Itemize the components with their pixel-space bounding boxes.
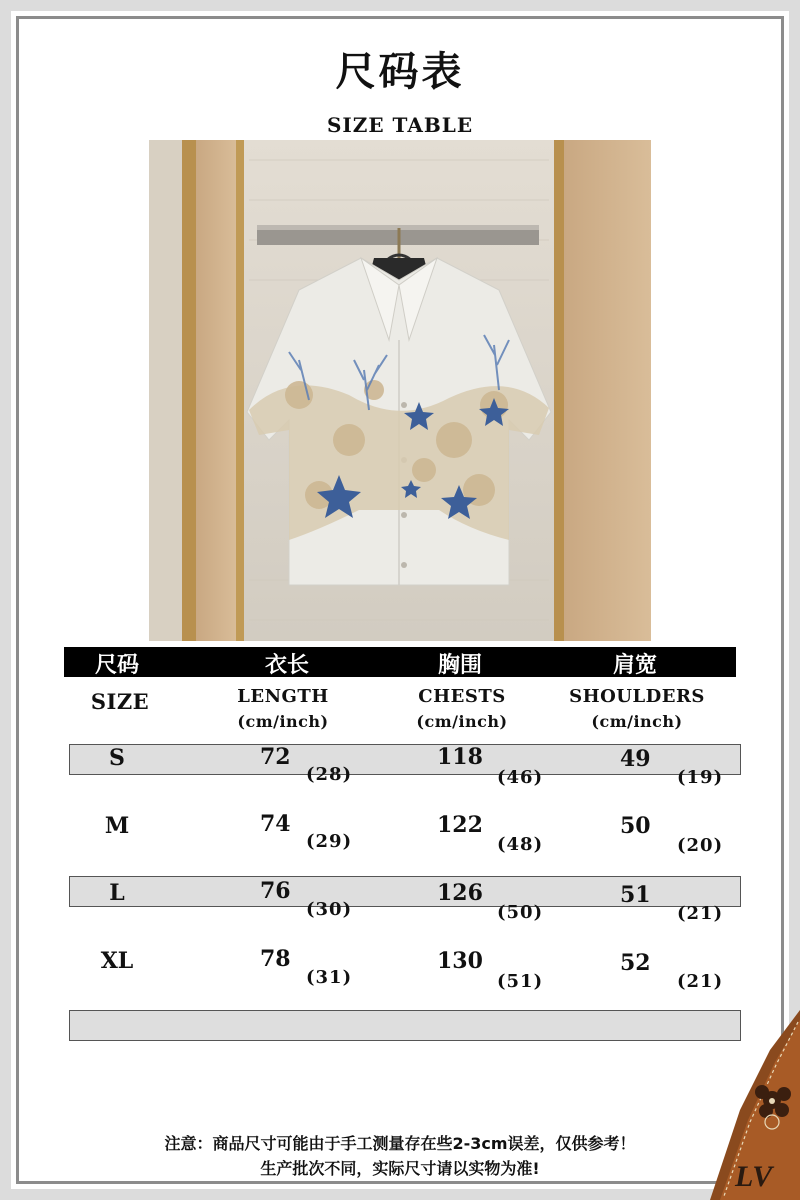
note-line-2: 生产批次不同，实际尺寸请以实物为准! (260, 1159, 540, 1178)
page-title: 尺码表 (335, 49, 465, 95)
table-cell-shoulder-inch: (21) (677, 971, 724, 992)
table-cell-chest: 122 (437, 812, 483, 838)
header-en-shoulder: SHOULDERS (569, 686, 705, 707)
table-cell-chest-inch: (48) (497, 834, 544, 855)
table-cell-chest: 130 (437, 948, 483, 974)
header-unit-chest: (cm/inch) (416, 712, 508, 731)
table-cell-shoulder: 50 (620, 813, 651, 839)
table-cell-chest: 126 (437, 880, 483, 906)
row-band-empty (69, 1010, 741, 1041)
table-cell-length: 74 (260, 811, 291, 837)
table-cell-length: 78 (260, 946, 291, 972)
product-photo (149, 140, 651, 641)
table-cell-size: S (109, 745, 125, 771)
header-unit-shoulder: (cm/inch) (591, 712, 683, 731)
table-cell-chest-inch: (46) (497, 767, 544, 788)
table-cell-length-inch: (30) (306, 899, 353, 920)
table-cell-shoulder: 51 (620, 882, 651, 908)
table-cell-size: M (104, 813, 130, 839)
note-line-1: 注意：商品尺寸可能由于手工测量存在些2-3cm误差，仅供参考！ (164, 1134, 636, 1153)
header-cn-length: 衣长 (264, 653, 309, 678)
table-cell-length-inch: (31) (306, 967, 353, 988)
table-cell-size: XL (100, 948, 134, 974)
table-cell-length: 72 (260, 744, 291, 770)
brand-strap-logo (700, 1010, 800, 1200)
svg-text:LV: LV (735, 1160, 773, 1193)
table-cell-chest: 118 (437, 744, 483, 770)
header-en-chest: CHESTS (418, 686, 506, 707)
header-en-length: LENGTH (237, 686, 329, 707)
table-cell-shoulder-inch: (19) (677, 767, 724, 788)
page-subtitle: SIZE TABLE (326, 113, 474, 137)
table-cell-chest-inch: (50) (497, 902, 544, 923)
table-cell-shoulder-inch: (20) (677, 835, 724, 856)
table-cell-shoulder: 52 (620, 950, 651, 976)
shirt-photo-illustration (149, 140, 651, 641)
header-cn-size: 尺码 (94, 653, 139, 678)
table-cell-chest-inch: (51) (497, 971, 544, 992)
table-cell-shoulder: 49 (620, 746, 651, 772)
table-cell-length: 76 (260, 878, 291, 904)
table-cell-size: L (109, 880, 125, 906)
table-cell-shoulder-inch: (21) (677, 903, 724, 924)
header-en-size: SIZE (90, 689, 150, 714)
monogram-strap-icon (700, 1010, 800, 1200)
table-cell-length-inch: (28) (306, 764, 353, 785)
table-cell-length-inch: (29) (306, 831, 353, 852)
header-unit-length: (cm/inch) (237, 712, 329, 731)
header-cn-chest: 胸围 (437, 653, 482, 678)
header-cn-shoulder: 肩宽 (612, 653, 657, 678)
